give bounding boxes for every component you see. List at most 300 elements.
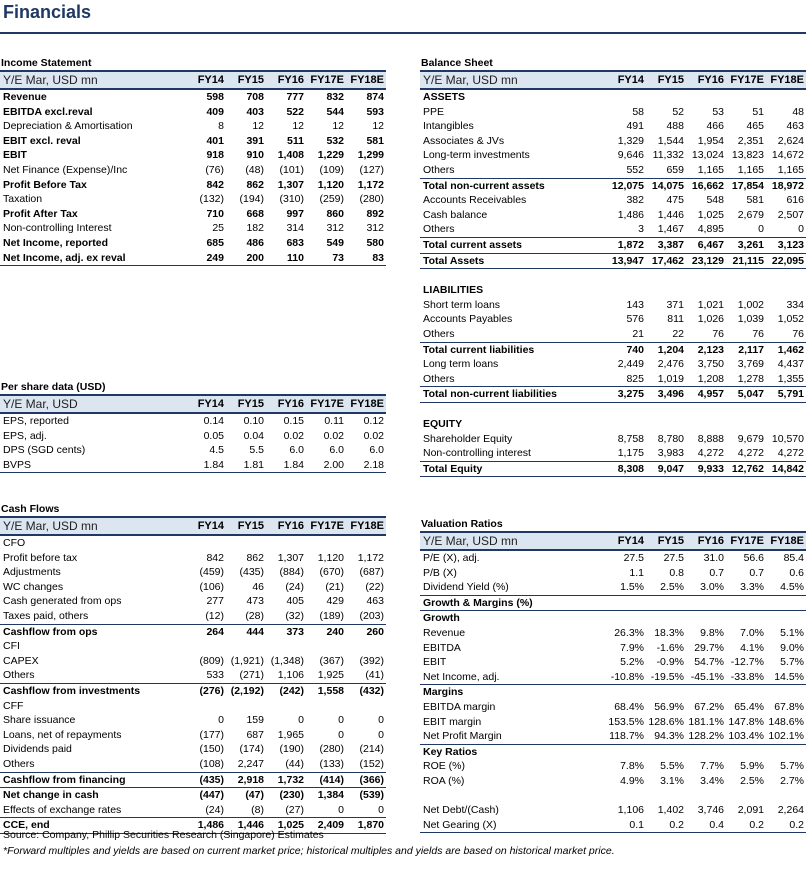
row-value: [686, 402, 726, 417]
table-row: [420, 298, 806, 313]
row-value: 1,165: [697, 163, 724, 176]
row-value: (2,192): [226, 683, 266, 698]
row-value: [306, 699, 346, 714]
row-value: 249: [186, 251, 226, 266]
row-value: [766, 417, 806, 432]
row-value: 466: [706, 120, 724, 133]
row-value: [646, 417, 686, 432]
row-label: Cashflow from investments: [0, 683, 186, 698]
row-label: LIABILITIES: [423, 284, 484, 297]
row-value: 2.18: [346, 458, 386, 473]
row-value: 475: [666, 194, 684, 207]
valuation-ratios-section: [420, 517, 806, 833]
table-row: [0, 757, 386, 772]
row-value: 0.4: [686, 818, 726, 833]
row-value: 532: [326, 134, 344, 147]
row-value: 4.5: [209, 444, 224, 457]
row-value: 463: [786, 120, 804, 133]
row-value: 83: [346, 251, 386, 266]
row-label: Others: [3, 669, 35, 682]
table-row: [420, 803, 806, 818]
pershare-table: [0, 394, 386, 473]
row-value: 2,091: [737, 804, 764, 817]
row-value: 1,278: [737, 372, 764, 385]
row-value: -45.1%: [690, 670, 724, 683]
row-value: 3.1%: [660, 774, 684, 787]
row-value: 0: [798, 223, 804, 236]
row-value: 1,165: [777, 163, 804, 176]
row-value: 1,175: [617, 447, 644, 460]
row-value: 54.7%: [694, 656, 724, 669]
row-value: 85.4: [783, 552, 804, 564]
year-header: FY17E: [306, 395, 346, 413]
row-value: 918: [206, 149, 224, 162]
row-value: (132): [199, 193, 224, 206]
row-value: 1,384: [306, 788, 346, 803]
row-value: 0.7: [749, 566, 764, 579]
row-value: 6,467: [686, 237, 726, 253]
row-value: 181.1%: [688, 715, 724, 728]
row-value: 8,780: [657, 432, 684, 445]
table-row: [0, 251, 386, 266]
row-value: 9,679: [737, 432, 764, 445]
row-label: [420, 269, 606, 284]
row-value: 9,933: [686, 461, 726, 477]
table-header-row: [420, 71, 806, 89]
row-value: 0.14: [203, 415, 224, 427]
table-row: [0, 609, 386, 624]
row-value: 0.2: [726, 818, 766, 833]
row-value: 616: [786, 194, 804, 207]
row-label: Net Finance (Expense)/Inc: [3, 163, 128, 176]
row-label: Total non-current liabilities: [420, 387, 606, 403]
row-value: 1.81: [226, 458, 266, 473]
row-value: [646, 611, 686, 626]
row-value: (8): [251, 803, 264, 816]
row-value: 5.1%: [780, 626, 804, 639]
row-value: 0.7: [709, 566, 724, 579]
table-row: [420, 357, 806, 372]
table-row: [420, 387, 806, 403]
row-value: 1,558: [306, 683, 346, 698]
row-value: (259): [319, 193, 344, 206]
table-row: [420, 208, 806, 223]
row-label: Profit Before Tax: [3, 178, 87, 191]
row-value: 0: [758, 223, 764, 236]
row-value: (1,348): [270, 654, 304, 667]
row-value: [306, 639, 346, 654]
row-value: -33.8%: [730, 670, 764, 683]
row-value: 1,467: [657, 223, 684, 236]
row-value: 0.1: [606, 818, 646, 833]
table-row: [420, 774, 806, 789]
row-value: [686, 89, 726, 105]
row-value: 312: [326, 222, 344, 235]
row-label: Total non-current assets: [420, 178, 606, 193]
row-value: 0.2: [766, 818, 806, 833]
row-value: 51: [752, 105, 764, 118]
row-value: 3,769: [737, 358, 764, 371]
row-value: 26.3%: [614, 626, 644, 639]
year-header: FY15: [226, 517, 266, 535]
row-value: (435): [186, 772, 226, 788]
row-value: (447): [186, 788, 226, 803]
row-value: [766, 611, 806, 626]
row-value: 12: [292, 120, 304, 133]
row-value: 3.0%: [700, 581, 724, 594]
row-value: [726, 417, 766, 432]
row-label: Non-controlling interest: [423, 447, 531, 460]
row-value: 2,351: [737, 134, 764, 147]
row-value: (1,921): [230, 654, 264, 667]
row-label: Total Assets: [420, 253, 606, 269]
row-value: (539): [346, 788, 386, 803]
row-value: (459): [199, 566, 224, 579]
row-value: 148.6%: [768, 715, 804, 728]
row-value: [726, 595, 766, 611]
row-value: (22): [365, 580, 384, 593]
table-row: [420, 550, 806, 566]
row-value: 1,446: [657, 208, 684, 221]
row-value: 22,095: [766, 253, 806, 269]
row-value: 371: [666, 298, 684, 311]
row-value: (109): [319, 163, 344, 176]
row-label: Associates & JVs: [423, 134, 505, 147]
row-value: (392): [359, 654, 384, 667]
row-label: Share issuance: [3, 714, 76, 727]
row-value: 67.2%: [694, 700, 724, 713]
row-value: [766, 89, 806, 105]
row-value: 1,299: [357, 149, 384, 162]
table-row: [420, 327, 806, 342]
header-label: Y/E Mar, USD mn: [420, 71, 606, 89]
row-value: [186, 699, 226, 714]
row-value: 17,462: [646, 253, 686, 269]
row-value: 128.6%: [648, 715, 684, 728]
row-value: [346, 535, 386, 551]
row-value: (194): [239, 193, 264, 206]
year-header: FY15: [646, 71, 686, 89]
table-row: [0, 178, 386, 193]
row-value: 0: [218, 714, 224, 727]
row-value: 94.3%: [654, 730, 684, 743]
row-value: [606, 417, 646, 432]
row-label: [420, 402, 606, 417]
row-value: 403: [246, 105, 264, 118]
row-value: 58: [632, 105, 644, 118]
row-value: (203): [359, 609, 384, 622]
row-label: ROA (%): [423, 774, 465, 787]
row-value: 1,165: [737, 163, 764, 176]
row-value: 373: [266, 624, 306, 639]
row-value: 580: [366, 236, 384, 249]
row-value: 5.7%: [780, 760, 804, 773]
row-value: [646, 789, 686, 804]
row-value: 409: [206, 105, 224, 118]
table-row: [420, 670, 806, 685]
row-value: 3.4%: [700, 774, 724, 787]
row-value: 3,387: [646, 237, 686, 253]
year-header: FY14: [606, 71, 646, 89]
row-value: -0.9%: [656, 656, 684, 669]
row-value: 473: [246, 595, 264, 608]
row-label: Accounts Receivables: [423, 194, 527, 207]
row-value: 405: [286, 595, 304, 608]
row-value: 2.5%: [660, 581, 684, 594]
row-label: Profit before tax: [3, 551, 78, 564]
table-row: [420, 641, 806, 656]
row-value: (242): [266, 683, 306, 698]
row-label: Net Income, reported: [3, 236, 109, 249]
row-label: Growth & Margins (%): [420, 595, 606, 611]
row-value: 9.0%: [780, 641, 804, 654]
table-row: [0, 772, 386, 788]
row-value: [766, 283, 806, 298]
row-label: EBIT: [3, 149, 27, 162]
row-value: 200: [226, 251, 266, 266]
row-value: 8: [218, 120, 224, 133]
row-label: Others: [3, 757, 35, 770]
row-value: 1,204: [646, 342, 686, 357]
row-value: [646, 685, 686, 700]
row-value: 0: [338, 803, 344, 816]
row-value: [606, 611, 646, 626]
row-value: 659: [666, 163, 684, 176]
row-label: BVPS: [0, 458, 186, 473]
row-label: Dividend Yield (%): [423, 581, 509, 594]
row-value: 13,024: [691, 149, 724, 162]
row-value: 8,308: [606, 461, 646, 477]
row-value: 1,307: [277, 551, 304, 564]
row-value: 1,732: [266, 772, 306, 788]
cash-flows-section: [0, 502, 386, 834]
row-value: 0.05: [203, 429, 224, 442]
section-title: Balance Sheet: [421, 57, 493, 69]
year-header: FY15: [226, 395, 266, 413]
table-row: [420, 611, 806, 626]
row-value: 1,462: [766, 342, 806, 357]
row-value: 4.9%: [620, 774, 644, 787]
row-value: (367): [319, 654, 344, 667]
row-value: 2,409: [306, 818, 346, 834]
table-row: [420, 729, 806, 744]
row-value: [646, 283, 686, 298]
table-row: [0, 565, 386, 580]
row-value: 9,646: [617, 149, 644, 162]
year-header: FY16: [686, 532, 726, 550]
row-label: CFF: [3, 699, 24, 712]
row-value: 7.9%: [620, 641, 644, 654]
row-label: Effects of exchange rates: [3, 803, 122, 816]
table-row: [420, 178, 806, 193]
table-row: [420, 818, 806, 833]
row-value: 2,679: [737, 208, 764, 221]
year-header: FY15: [646, 532, 686, 550]
table-row: [420, 655, 806, 670]
row-value: (271): [239, 669, 264, 682]
row-value: 76: [712, 328, 724, 340]
row-value: 7.0%: [740, 626, 764, 639]
row-value: 0.02: [363, 429, 384, 442]
table-row: [420, 253, 806, 269]
per-share-section: [0, 380, 386, 473]
header-label: Y/E Mar, USD mn: [0, 71, 186, 89]
section-title: Income Statement: [1, 57, 92, 69]
row-label: DPS (SGD cents): [3, 444, 86, 457]
row-value: 8,758: [617, 432, 644, 445]
row-value: 14,075: [646, 178, 686, 193]
table-row: [0, 699, 386, 714]
row-value: 1,106: [277, 669, 304, 682]
section-title: Valuation Ratios: [421, 518, 503, 530]
row-value: 3,123: [766, 237, 806, 253]
row-value: (47): [226, 788, 266, 803]
row-label: Net Income, adj. ex reval: [0, 251, 186, 266]
row-value: 159: [246, 714, 264, 727]
row-value: 4,272: [777, 447, 804, 460]
row-value: 76: [752, 328, 764, 340]
row-value: [646, 89, 686, 105]
row-value: 3.3%: [740, 581, 764, 594]
row-value: 5,047: [726, 387, 766, 403]
cashflow-table: [0, 516, 386, 834]
row-label: Others: [423, 163, 455, 176]
row-value: [726, 611, 766, 626]
row-value: 18.3%: [654, 626, 684, 639]
row-value: 12: [252, 120, 264, 133]
row-label: EBIT: [423, 656, 447, 669]
header-label: Y/E Mar, USD mn: [0, 517, 186, 535]
year-header: FY14: [186, 517, 226, 535]
table-row: [0, 668, 386, 683]
row-value: (108): [199, 757, 224, 770]
table-row: [0, 639, 386, 654]
row-value: 811: [667, 313, 684, 326]
table-row: [420, 134, 806, 149]
row-value: [606, 595, 646, 611]
table-row: [420, 566, 806, 581]
table-row: [0, 163, 386, 178]
table-row: [0, 236, 386, 251]
table-row: [0, 443, 386, 458]
row-value: 27.5: [623, 552, 644, 564]
row-value: -19.5%: [650, 670, 684, 683]
row-value: 511: [287, 134, 304, 147]
row-value: [686, 789, 726, 804]
row-value: 465: [746, 120, 764, 133]
row-value: [726, 685, 766, 700]
row-value: 860: [326, 207, 344, 220]
row-value: 3,261: [726, 237, 766, 253]
row-label: Net Gearing (X): [420, 818, 606, 833]
row-value: 0: [338, 728, 344, 741]
valuation-table: [420, 531, 806, 833]
row-value: 14,672: [771, 149, 804, 162]
row-value: 1,172: [357, 178, 384, 191]
row-value: 147.8%: [728, 715, 764, 728]
table-row: [420, 789, 806, 804]
row-value: 598: [206, 91, 224, 103]
row-value: -1.6%: [656, 641, 684, 654]
row-value: [686, 417, 726, 432]
row-value: (214): [359, 743, 384, 756]
row-value: 5.5: [249, 444, 264, 457]
row-label: Revenue: [423, 626, 466, 639]
row-value: 6.0: [289, 444, 304, 457]
row-value: [646, 402, 686, 417]
row-value: 1.84: [266, 458, 306, 473]
table-row: [0, 624, 386, 639]
row-value: (152): [359, 757, 384, 770]
table-row: [420, 432, 806, 447]
row-value: [726, 789, 766, 804]
balance-table: [420, 70, 806, 477]
row-value: [686, 595, 726, 611]
row-value: 1,021: [697, 298, 724, 311]
row-value: [686, 283, 726, 298]
row-value: 1,965: [277, 728, 304, 741]
row-value: (310): [279, 193, 304, 206]
table-row: [420, 626, 806, 641]
row-value: [686, 269, 726, 284]
row-value: 68.4%: [614, 700, 644, 713]
row-label: Net Debt/(Cash): [423, 804, 499, 817]
row-value: [346, 699, 386, 714]
row-value: 1,408: [277, 149, 304, 162]
year-header: FY16: [266, 517, 306, 535]
row-value: 73: [306, 251, 346, 266]
row-label: Non-controlling Interest: [3, 222, 112, 235]
row-label: Others: [423, 372, 455, 385]
row-value: [266, 639, 306, 654]
row-value: [186, 535, 226, 551]
row-value: 14,842: [766, 461, 806, 477]
row-label: [420, 789, 606, 804]
row-value: 0.12: [363, 415, 384, 427]
row-value: 260: [346, 624, 386, 639]
table-header-row: [0, 395, 386, 413]
row-value: 1,329: [617, 134, 644, 147]
row-value: 102.1%: [768, 730, 804, 743]
table-row: [420, 312, 806, 327]
table-row: [0, 207, 386, 222]
row-value: 1,208: [697, 372, 724, 385]
row-label: Adjustments: [3, 566, 61, 579]
row-value: 910: [246, 149, 264, 162]
table-row: [420, 700, 806, 715]
table-row: [420, 89, 806, 105]
row-value: 533: [206, 669, 224, 682]
row-value: [606, 269, 646, 284]
row-value: (21): [325, 580, 344, 593]
row-value: 1,039: [737, 313, 764, 326]
row-label: CAPEX: [3, 654, 39, 667]
year-header: FY14: [186, 71, 226, 89]
row-value: 110: [266, 251, 306, 266]
row-value: 21,115: [726, 253, 766, 269]
row-value: 3,496: [646, 387, 686, 403]
row-value: 683: [286, 236, 304, 249]
row-value: [306, 535, 346, 551]
row-value: 8,888: [697, 432, 724, 445]
row-value: [226, 639, 266, 654]
row-value: 862: [246, 178, 264, 191]
row-value: 0.15: [283, 415, 304, 427]
row-value: 1,019: [657, 372, 684, 385]
table-row: [0, 413, 386, 429]
row-value: 2.7%: [780, 774, 804, 787]
row-label: EPS, adj.: [3, 429, 47, 442]
